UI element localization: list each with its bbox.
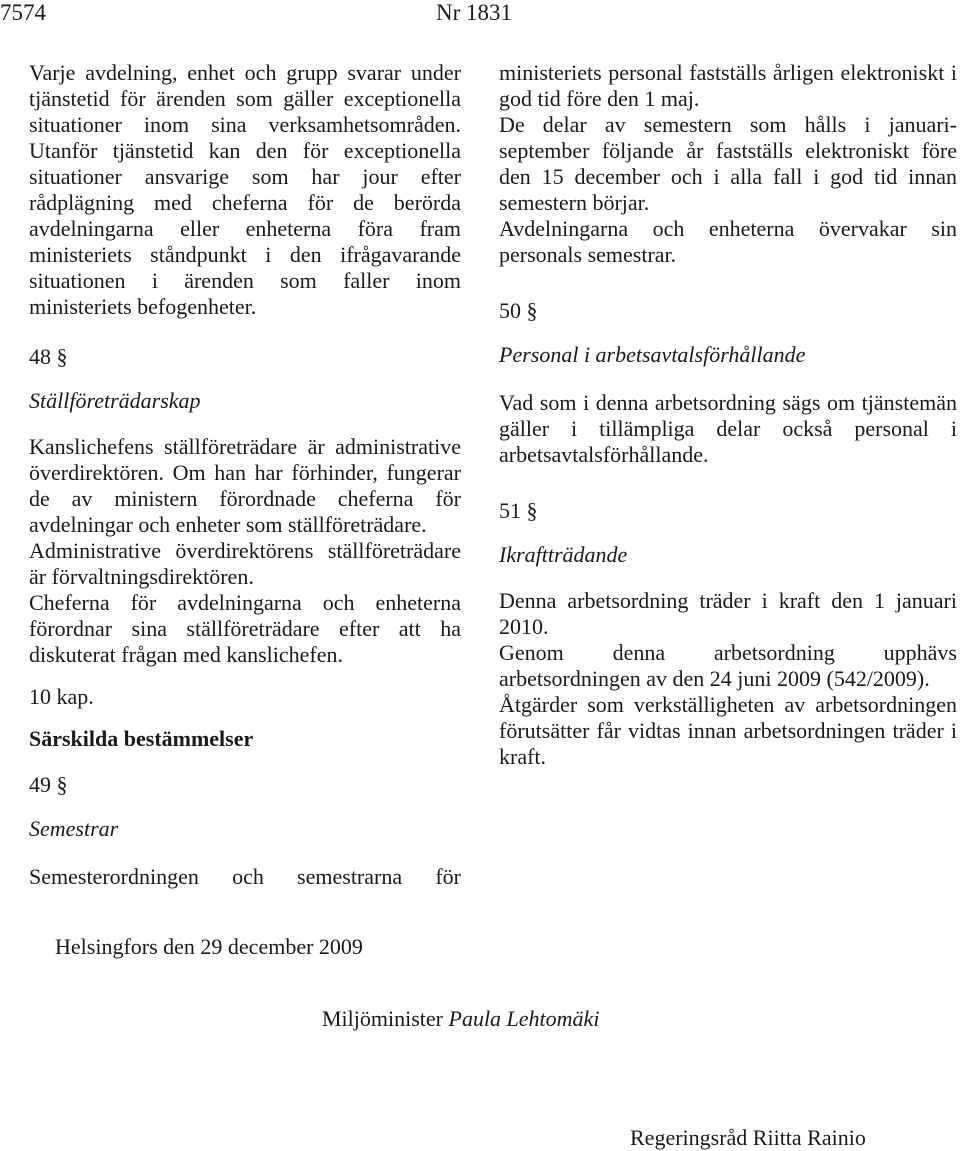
paragraph: Cheferna för avdelningarna och enheterna förordnar sina ställföreträdare efter att ha diskuterat frågan med kanslichefen. (29, 590, 461, 667)
paragraph: Genom denna arbetsordning upphävs arbetsordningen av den 24 juni 2009 (542/2009). (499, 640, 957, 691)
section-title: Ikraftträdande (499, 542, 628, 567)
paragraph: Kanslichefens ställföreträdare är administrative överdirektören. Om han har förhinder, fungerar de av ministern förordnade cheferna för avdelningar och enheter som ställföreträdare. (29, 434, 461, 537)
section-title: Personal i arbetsavtalsförhållande (499, 342, 806, 367)
paragraph: Åtgärder som verkställigheten av arbetsordningen förutsätter får vidtas innan arbetsordningen träder i kraft. (499, 692, 957, 769)
paragraph: Vad som i denna arbetsordning sägs om tjänstemän gäller i tillämpliga delar också personal i arbetsavtalsförhållande. (499, 390, 957, 467)
right-column (499, 60, 957, 770)
paragraph: Administrative överdirektörens ställföreträdare är förvaltningsdirektören. (29, 538, 461, 589)
section-number: 50 § (499, 298, 538, 323)
section-title: Semestrar (29, 816, 119, 841)
left-column (29, 60, 461, 890)
issue-number: Nr 1831 (436, 0, 513, 25)
section-number: 49 § (29, 772, 68, 797)
paragraph: De delar av semestern som hålls i januari-september följande år fastställs elektroniskt före den 15 december och i alla fall i god tid innan semestern börjar. (499, 112, 957, 215)
chapter-number: 10 kap. (29, 684, 94, 709)
signatory: Regeringsråd Riitta Rainio (630, 1125, 866, 1150)
minister-name: Paula Lehtomäki (448, 1006, 600, 1031)
chapter-title: Särskilda bestämmelser (29, 726, 254, 751)
section-number: 51 § (499, 498, 538, 523)
paragraph: Varje avdelning, enhet och grupp svarar under tjänstetid för ärenden som gäller exceptionella situationer inom sina verksamhetsområden. Utanför tjänstetid kan den för exceptionella situationer ansvarige som har jour efter rådplägning med cheferna för de berörda avdelningarna eller enheterna föra fram ministeriets ståndpunkt i den ifrågavarande situationen i ärenden som faller inom ministeriets befogenheter. (29, 60, 461, 319)
paragraph: Denna arbetsordning träder i kraft den 1 januari 2010. (499, 588, 957, 639)
paragraph: ministeriets personal fastställs årligen elektroniskt i god tid före den 1 maj. (499, 60, 957, 111)
place-date: Helsingfors den 29 december 2009 (55, 934, 363, 959)
minister-signature (322, 1006, 599, 1032)
minister-role: Miljöminister (322, 1006, 443, 1031)
paragraph: Avdelningarna och enheterna övervakar sin personals semestrar. (499, 216, 957, 267)
page-number: 7574 (0, 0, 46, 25)
paragraph: Semesterordningen och semestrarna för (29, 864, 461, 889)
section-number: 48 § (29, 344, 68, 369)
section-title: Ställföreträdarskap (29, 388, 201, 413)
